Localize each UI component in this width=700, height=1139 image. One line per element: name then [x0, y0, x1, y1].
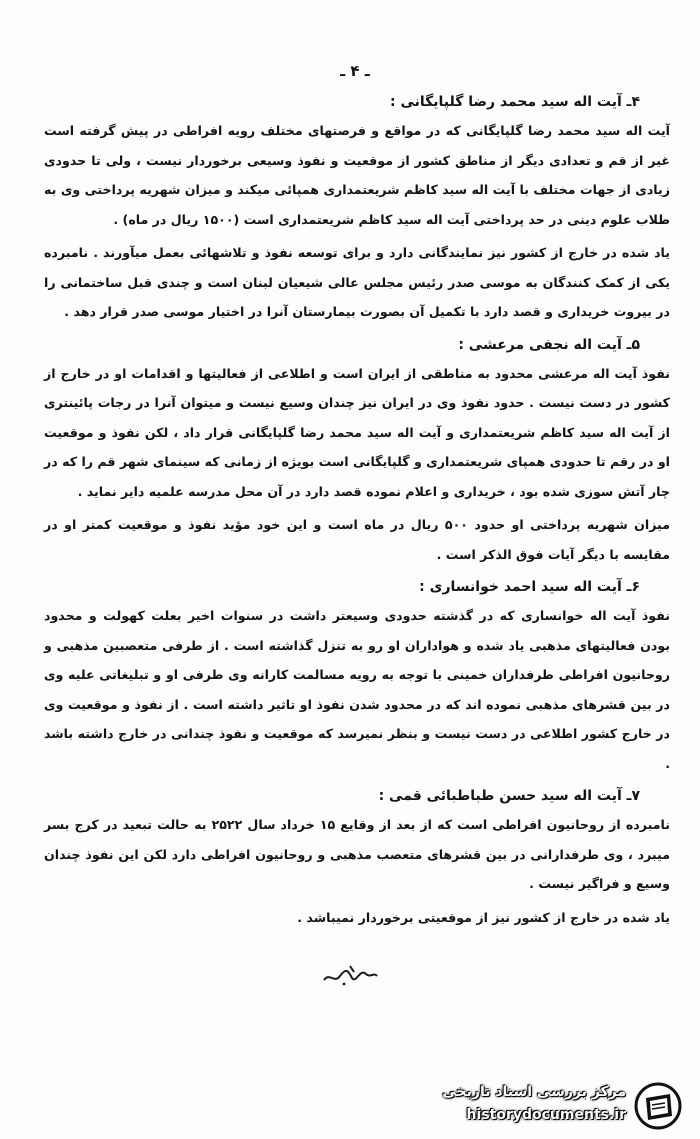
section-heading: ۶ـ آیت اله سید احمد خوانساری : [419, 579, 640, 595]
section-khansari [44, 573, 670, 778]
archive-url: historydocuments.ir [466, 1107, 626, 1123]
paragraph: یاد شده در خارج از کشور نیز از موقعیتی برخوردار نمیباشد . [297, 909, 670, 925]
handwritten-signature [320, 960, 380, 988]
paragraph: نفوذ آیت اله مرعشی محدود به مناطقی از ایران است و اطلاعی از فعالیتها و اقدامات او در خارج از کشور در دست نیست . حدود نفوذ وی در ایران نیز چندان وسیع نیست و میتوان آنرا در رجات پائینتری از آیت اله سید کاظم شریعتمداری و آیت اله سید محمد رضا گلپایگانی قرار داد ، لکن نفوذ و موقعیت او در رقم تا حدودی همپای شریعتمداری و گلپایگانی است بویژه از زمانی که سینمای شهر قم را که در چار آتش سوزی شده بود ، خریداری و اعلام نموده قصد دارد در آن محل مدرسه علمیه دایر نماید . [44, 365, 670, 499]
paragraph: نفوذ آیت اله خوانساری که در گذشته حدودی وسیعتر داشت در سنوات اخیر بعلت کهولت و محدود بودن فعالیتهای مذهبی یاد شده و هواداران او رو به تنزل گذاشته است . از طرفی متعصبین مذهبی و روحانیون افراطی طرفداران خمینی با توجه به رویه مسالمت کارانه وی طرفی او و تبلیغاتی علیه وی در بین قشرهای مذهبی نموده اند که در محدود شدن نفوذ او تاثیر داشته است . از نفوذ و موقعیت وی در خارج کشور اطلاعی در دست نیست و بنظر نمیرسد که موقعیت و نفوذ چندانی در خارج داشته باشد . [44, 608, 670, 771]
paragraph: یاد شده در خارج از کشور نیز نمایندگانی دارد و برای توسعه نفوذ و تلاشهائی بعمل میآورند . نامبرده یکی از کمک کنندگان به موسی صدر رئیس مجلس عالی شیعیان لبنان است و چندی قبل ساختمانی را در بیروت خریداری و قصد دارد با تکمیل آن بصورت بیمارستان آنرا در اختیار موسی صدر قرار دهد . [44, 245, 670, 319]
section-marashi [44, 331, 670, 570]
paragraph: میزان شهریه پرداختی او حدود ۵۰۰ ریال در ماه است و این خود مؤید نفوذ و موقعیت کمتر او در مقایسه با دیگر آیات فوق الذکر است . [44, 517, 670, 562]
page-number: ـ ۴ ـ [340, 62, 370, 80]
archive-logo [414, 1080, 686, 1132]
paragraph: نامبرده از روحانیون افراطی است که از بعد از وقایع ۱۵ خرداد سال ۲۵۲۲ به حالت تبعید در کرج بسر میبرد ، وی طرفدارانی در بین قشرهای متعصب مذهبی و روحانیون افراطی دارد لکن این نفوذ چندان وسیع و فراگیر نیست . [44, 817, 670, 891]
archive-title: مرکز بررسی اسناد تاریخی [442, 1084, 626, 1100]
section-golpaygani [44, 88, 670, 327]
section-heading: ۵ـ آیت اله نجفی مرعشی : [458, 336, 640, 353]
paragraph: آیت اله سید محمد رضا گلپایگانی که در مواقع و فرصتهای مختلف رویه افراطی در پیش گرفته است غیر از قم و تعدادی دیگر از مناطق کشور از موقعیت و نفوذ وسیعی برخوردار نیست ، ولی تا حدودی زیادی از جهات مختلف با آیت اله سید کاظم شریعتمداری همپائی میکند و میزان شهریه پرداختی وی به طلاب علوم دینی در حد پرداختی آیت اله سید کاظم شریعتمداری است (۱۵۰۰ ریال در ماه) . [44, 123, 670, 227]
document-folder-icon [634, 1082, 682, 1130]
section-heading: ۷ـ آیت اله سید حسن طباطبائی قمی : [378, 788, 640, 804]
section-tabatabaei [44, 782, 670, 932]
document-body [44, 88, 670, 936]
section-heading: ۴ـ آیت اله سید محمد رضا گلپایگانی : [389, 94, 640, 110]
